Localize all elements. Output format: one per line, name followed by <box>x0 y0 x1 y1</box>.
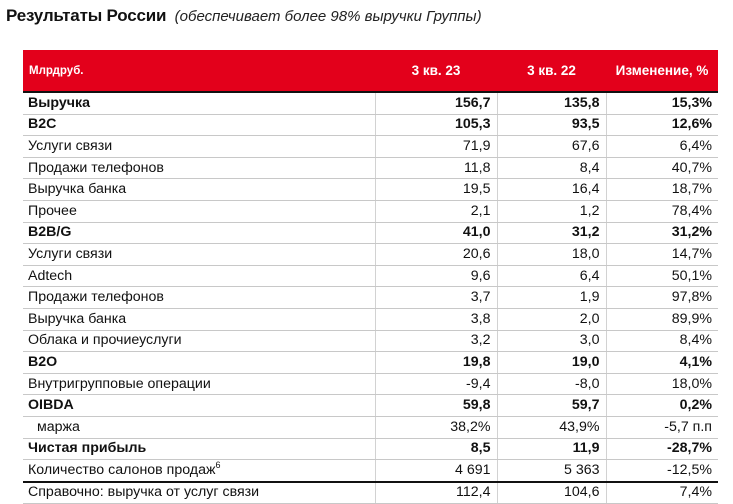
row-value-q3-2023: 38,2% <box>375 416 497 438</box>
page-title <box>6 6 726 34</box>
row-label: Облака и прочиеуслуги <box>23 330 375 352</box>
row-value-q3-2023: 59,8 <box>375 395 497 417</box>
row-value-q3-2023: 19,8 <box>375 352 497 374</box>
row-value-q3-2022: 5 363 <box>497 460 606 482</box>
row-value-change: -5,7 п.п <box>606 416 718 438</box>
row-value-change: 6,4% <box>606 136 718 158</box>
row-value-q3-2022: 93,5 <box>497 114 606 136</box>
row-value-q3-2022: 19,0 <box>497 352 606 374</box>
row-value-change: 78,4% <box>606 200 718 222</box>
row-value-q3-2022: 59,7 <box>497 395 606 417</box>
row-value-change: 15,3% <box>606 92 718 114</box>
table-row <box>23 200 718 222</box>
footnote-marker: 6 <box>215 459 221 470</box>
row-value-q3-2023: 11,8 <box>375 157 497 179</box>
row-value-q3-2022: 43,9% <box>497 416 606 438</box>
title-main: Результаты России <box>6 6 167 25</box>
row-value-q3-2023: 112,4 <box>375 482 497 504</box>
table-row <box>23 460 718 482</box>
row-value-q3-2022: 104,6 <box>497 482 606 504</box>
row-value-q3-2023: 3,2 <box>375 330 497 352</box>
row-value-change: 97,8% <box>606 287 718 309</box>
table-row <box>23 265 718 287</box>
row-value-change: 7,4% <box>606 482 718 504</box>
table-row <box>23 373 718 395</box>
row-value-change: 89,9% <box>606 308 718 330</box>
table-row <box>23 136 718 158</box>
row-value-q3-2023: 41,0 <box>375 222 497 244</box>
row-value-q3-2023: -9,4 <box>375 373 497 395</box>
row-value-q3-2023: 20,6 <box>375 244 497 266</box>
row-label: Прочее <box>23 200 375 222</box>
row-value-q3-2022: 31,2 <box>497 222 606 244</box>
row-value-change: 18,0% <box>606 373 718 395</box>
row-value-q3-2022: -8,0 <box>497 373 606 395</box>
results-table <box>23 50 718 504</box>
table-row <box>23 416 718 438</box>
row-label: Услуги связи <box>23 244 375 266</box>
table-row <box>23 157 718 179</box>
row-value-change: 18,7% <box>606 179 718 201</box>
table-row <box>23 308 718 330</box>
table-row <box>23 482 718 504</box>
row-value-q3-2022: 18,0 <box>497 244 606 266</box>
row-value-q3-2023: 71,9 <box>375 136 497 158</box>
row-label: B2C <box>23 114 375 136</box>
row-label: B2O <box>23 352 375 374</box>
row-value-q3-2023: 3,8 <box>375 308 497 330</box>
table-row <box>23 222 718 244</box>
row-value-q3-2023: 19,5 <box>375 179 497 201</box>
row-label: OIBDA <box>23 395 375 417</box>
row-value-q3-2022: 3,0 <box>497 330 606 352</box>
row-value-q3-2022: 135,8 <box>497 92 606 114</box>
title-subtitle: (обеспечивает более 98% выручки Группы) <box>174 8 482 25</box>
table-row <box>23 179 718 201</box>
row-label: B2B/G <box>23 222 375 244</box>
row-label: Чистая прибыль <box>23 438 375 460</box>
table-row <box>23 352 718 374</box>
row-value-q3-2022: 67,6 <box>497 136 606 158</box>
row-value-change: 0,2% <box>606 395 718 417</box>
row-value-q3-2023: 156,7 <box>375 92 497 114</box>
row-value-q3-2022: 1,9 <box>497 287 606 309</box>
header-q3-2022: 3 кв. 22 <box>527 63 576 78</box>
row-label: Услуги связи <box>23 136 375 158</box>
row-value-q3-2022: 6,4 <box>497 265 606 287</box>
row-label: маржа <box>23 416 375 438</box>
row-label: Adtech <box>23 265 375 287</box>
row-value-q3-2023: 3,7 <box>375 287 497 309</box>
row-value-q3-2023: 9,6 <box>375 265 497 287</box>
row-value-change: -12,5% <box>606 460 718 482</box>
row-value-q3-2023: 8,5 <box>375 438 497 460</box>
table-row <box>23 395 718 417</box>
row-value-change: 12,6% <box>606 114 718 136</box>
row-label-text: Количество салонов продаж <box>28 461 216 478</box>
row-label: Внутригрупповые операции <box>23 373 375 395</box>
table-row <box>23 114 718 136</box>
row-label: Справочно: выручка от услуг связи <box>23 482 375 504</box>
row-value-q3-2022: 16,4 <box>497 179 606 201</box>
row-value-q3-2022: 1,2 <box>497 200 606 222</box>
table-row <box>23 287 718 309</box>
row-label: Выручка банка <box>23 179 375 201</box>
row-value-q3-2022: 2,0 <box>497 308 606 330</box>
row-value-change: 50,1% <box>606 265 718 287</box>
row-label: Продажи телефонов <box>23 157 375 179</box>
row-label: Выручка банка <box>23 308 375 330</box>
row-value-q3-2023: 105,3 <box>375 114 497 136</box>
row-value-q3-2023: 2,1 <box>375 200 497 222</box>
table-row <box>23 244 718 266</box>
header-change: Изменение, % <box>615 63 709 78</box>
row-value-change: 40,7% <box>606 157 718 179</box>
row-value-q3-2022: 8,4 <box>497 157 606 179</box>
row-value-q3-2023: 4 691 <box>375 460 497 482</box>
table-header-row <box>23 50 718 92</box>
row-value-change: 8,4% <box>606 330 718 352</box>
row-value-change: 4,1% <box>606 352 718 374</box>
table-row <box>23 92 718 114</box>
header-q3-2023: 3 кв. 23 <box>411 63 461 78</box>
header-units: Млрдруб. <box>29 64 84 77</box>
row-value-change: 14,7% <box>606 244 718 266</box>
table-row <box>23 438 718 460</box>
table-row <box>23 330 718 352</box>
row-value-q3-2022: 11,9 <box>497 438 606 460</box>
row-value-change: -28,7% <box>606 438 718 460</box>
row-label: Продажи телефонов <box>23 287 375 309</box>
row-label: Выручка <box>23 92 375 114</box>
row-value-change: 31,2% <box>606 222 718 244</box>
row-label <box>23 460 375 482</box>
